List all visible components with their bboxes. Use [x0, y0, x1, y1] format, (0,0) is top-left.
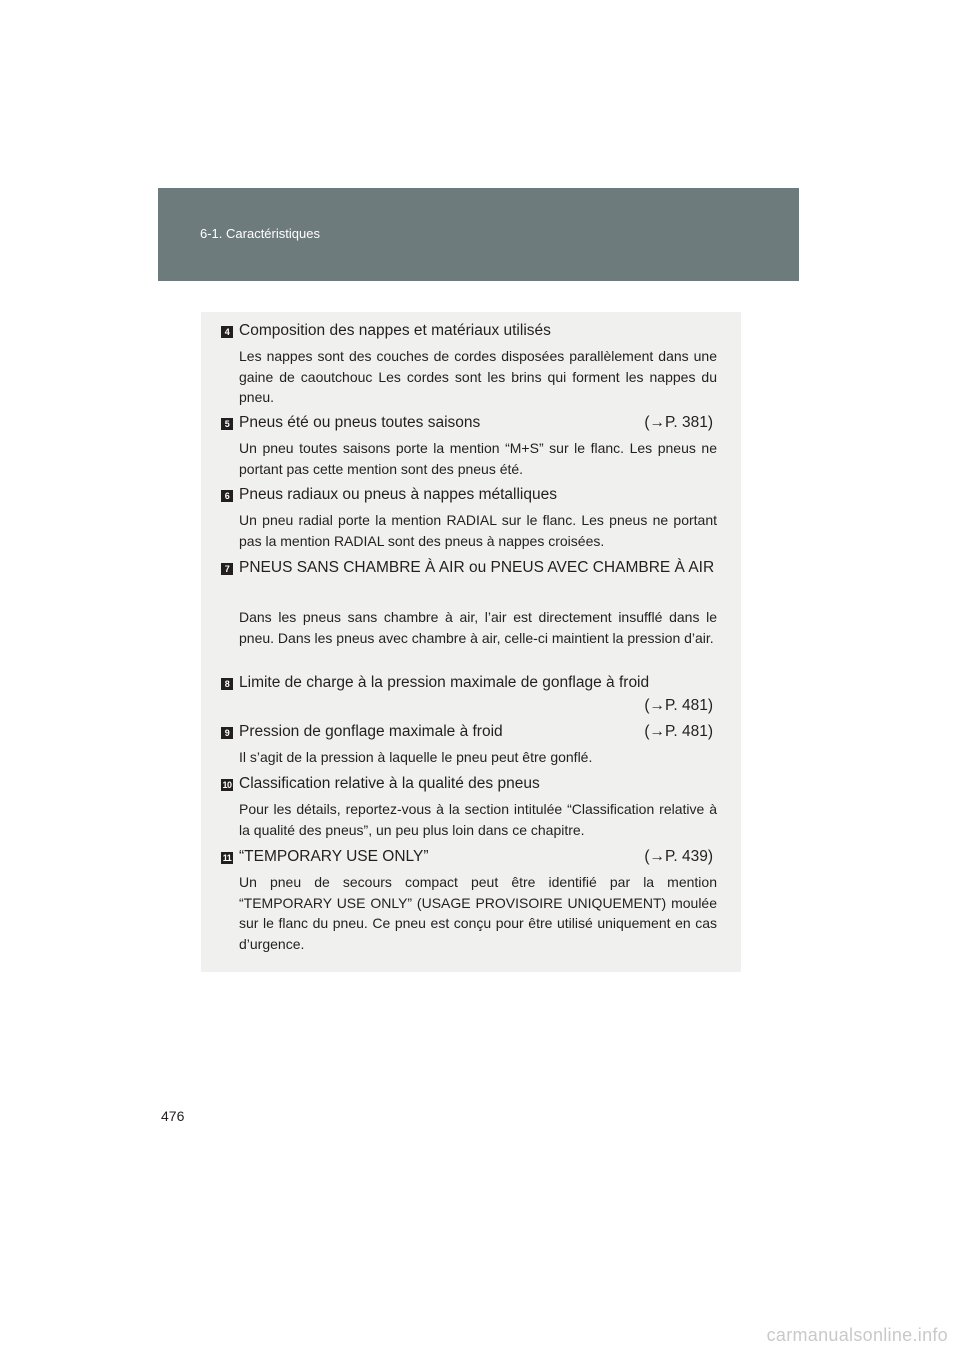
page-number: 476: [161, 1108, 185, 1124]
item-number-badge: 7: [221, 563, 233, 575]
item-description: Pour les détails, reportez-vous à la section intitulée “Classification relative à la qualité des pneus”, un peu plus loin dans ce chapitre.: [239, 801, 717, 838]
item-title: PNEUS SANS CHAMBRE À AIR ou PNEUS AVEC CHAMBRE À AIR: [239, 559, 715, 576]
item-number-badge: 8: [221, 678, 233, 690]
item-title: “TEMPORARY USE ONLY”: [239, 848, 429, 865]
item-description: Il s’agit de la pression à laquelle le pneu peut être gonflé.: [239, 749, 593, 765]
item-number-badge: 9: [221, 727, 233, 739]
item-description: Un pneu de secours compact peut être identifié par la mention “TEMPORARY USE ONLY” (USAGE PROVISOIRE UNIQUEMENT) moulée sur le flanc du pneu. Ce pneu est conçu pour être utilisé uniquement en cas d’urgence.: [239, 874, 717, 952]
tire-label-info-box: [201, 312, 741, 972]
item-number-badge: 6: [221, 490, 233, 502]
item-description: Dans les pneus sans chambre à air, l’air est directement insufflé dans le pneu. Dans les pneus avec chambre à air, celle-ci maintient la pression d’air.: [239, 609, 717, 646]
item-title: Pneus été ou pneus toutes saisons: [239, 414, 481, 431]
item-title: Limite de charge à la pression maximale de gonflage à froid: [239, 674, 650, 691]
section-title: 6-1. Caractéristiques: [200, 226, 320, 241]
page-reference-link[interactable]: (→P. 439): [644, 848, 713, 865]
item-number-badge: 5: [221, 418, 233, 430]
item-number-badge: 4: [221, 326, 233, 338]
item-title: Composition des nappes et matériaux utilisés: [239, 322, 551, 339]
page-reference-link[interactable]: (→P. 481): [644, 697, 713, 714]
chapter-header: [158, 188, 799, 281]
item-title: Pression de gonflage maximale à froid: [239, 723, 503, 740]
site-watermark: carmanualsonline.info: [766, 1325, 948, 1345]
page-reference-link[interactable]: (→P. 381): [644, 414, 713, 431]
item-title: Pneus radiaux ou pneus à nappes métalliques: [239, 486, 557, 503]
item-description: Un pneu toutes saisons porte la mention “M+S” sur le flanc. Les pneus ne portant pas cette mention sont des pneus été.: [239, 440, 717, 477]
item-description: Les nappes sont des couches de cordes disposées parallèlement dans une gaine de caoutchouc Les cordes sont les brins qui forment les nappes du pneu.: [239, 348, 717, 405]
item-number-badge: 10: [222, 780, 232, 790]
page-reference-link[interactable]: (→P. 481): [644, 723, 713, 740]
item-number-badge: 11: [222, 853, 232, 863]
item-title: Classification relative à la qualité des pneus: [239, 775, 540, 792]
item-description: Un pneu radial porte la mention RADIAL sur le flanc. Les pneus ne portant pas la mention RADIAL sont des pneus à nappes croisées.: [239, 512, 717, 549]
